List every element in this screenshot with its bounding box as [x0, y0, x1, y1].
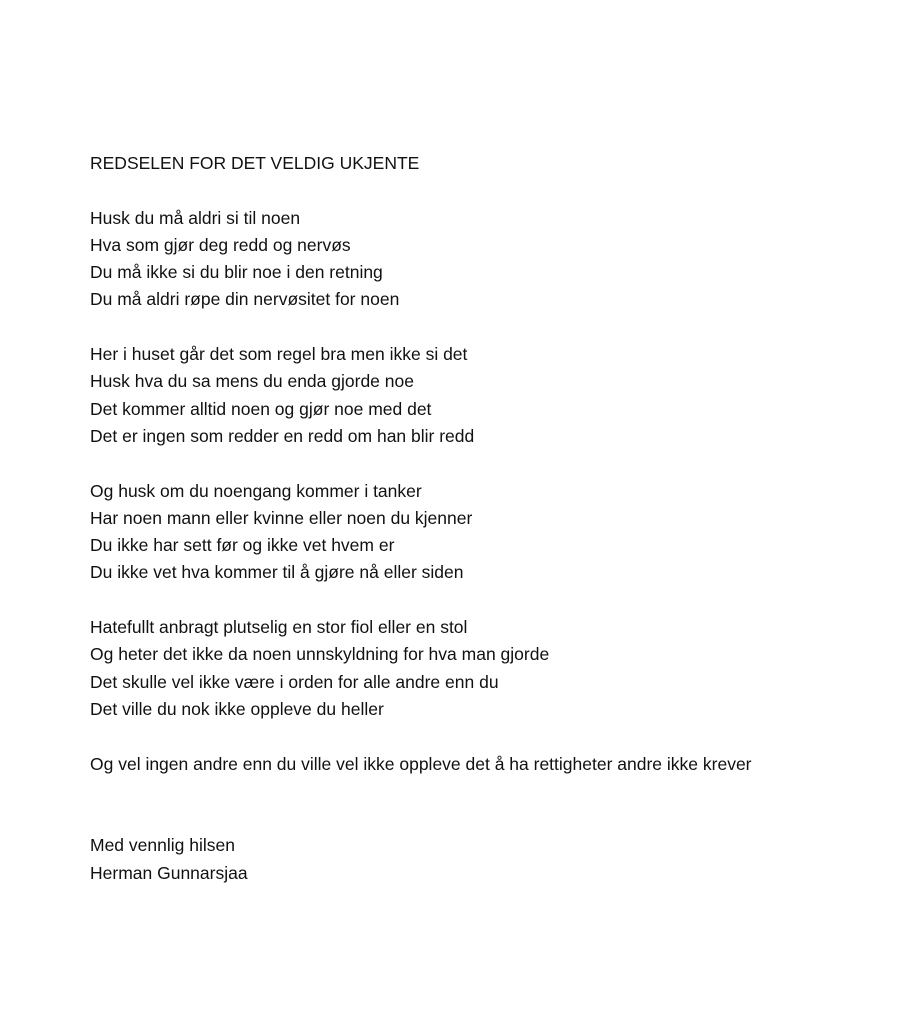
- signature-name: Herman Gunnarsjaa: [90, 862, 248, 883]
- poem-line: Her i huset går det som regel bra men ikke si det: [90, 344, 468, 365]
- closing-text: Med vennlig hilsen: [90, 835, 235, 856]
- poem-line: Det skulle vel ikke være i orden for alle andre enn du: [90, 671, 499, 692]
- poem-line: Du må ikke si du blir noe i den retning: [90, 262, 383, 283]
- stanza-1: [90, 205, 890, 314]
- poem-line: Husk hva du sa mens du enda gjorde noe: [90, 371, 414, 392]
- stanza-3: [90, 478, 890, 587]
- poem-line: Hatefullt anbragt plutselig en stor fiol eller en stol: [90, 617, 468, 638]
- stanza-2: [90, 341, 890, 450]
- poem-line: Og vel ingen andre enn du ville vel ikke oppleve det å ha rettigheter andre ikke krever: [90, 753, 752, 774]
- poem-title: REDSELEN FOR DET VELDIG UKJENTE: [90, 153, 420, 173]
- poem-line: Det kommer alltid noen og gjør noe med det: [90, 398, 432, 419]
- poem-line: Du ikke vet hva kommer til å gjøre nå eller siden: [90, 562, 464, 583]
- poem-line: Og husk om du noengang kommer i tanker: [90, 480, 422, 501]
- poem-line: Du må aldri røpe din nervøsitet for noen: [90, 289, 400, 310]
- document-page: [90, 150, 890, 887]
- poem-line: Du ikke har sett før og ikke vet hvem er: [90, 535, 395, 556]
- stanza-5: [90, 751, 890, 778]
- stanza-4: [90, 614, 890, 723]
- poem-line: Og heter det ikke da noen unnskyldning for hva man gjorde: [90, 644, 550, 665]
- poem-line: Har noen mann eller kvinne eller noen du kjenner: [90, 507, 473, 528]
- poem-line: Det ville du nok ikke oppleve du heller: [90, 698, 384, 719]
- poem-line: Hva som gjør deg redd og nervøs: [90, 234, 351, 255]
- poem-line: Det er ingen som redder en redd om han blir redd: [90, 425, 475, 446]
- poem-line: Husk du må aldri si til noen: [90, 207, 301, 228]
